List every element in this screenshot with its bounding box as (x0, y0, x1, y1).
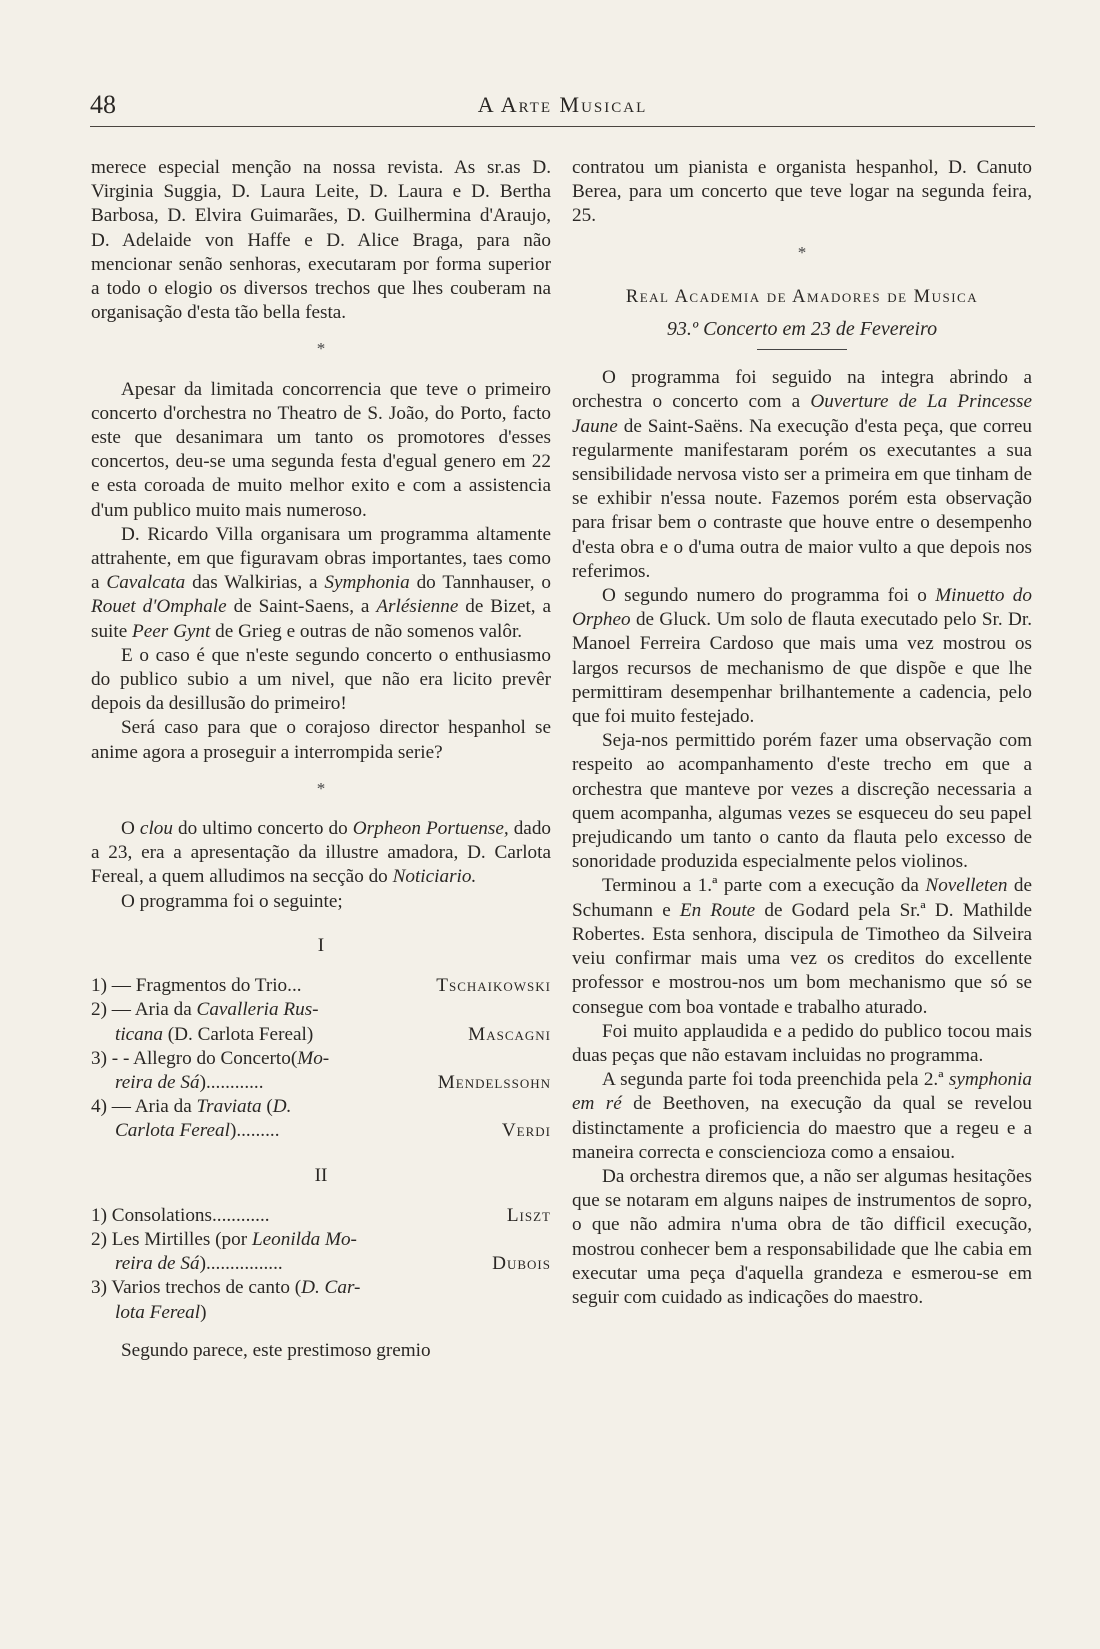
section-title: Real Academia de Amadores de Musica (625, 286, 979, 307)
paragraph: Seja-nos permittido porém fazer uma observação com respeito ao acompanhamento d'este trecho em que a orchestra que manteve por vezes a discreção necessaria a quem acompanha, algumas vezes se esqueceu do seu papel prejudicando um tanto o canto da flauta pelo excesso de sonoridade produzida especialmente pelos violinos. (572, 730, 1032, 873)
paragraph: merece especial menção na nossa revista. As sr.as D. Virginia Suggia, D. Laura Leite, D. Laura e D. Bertha Barbosa, D. Elvira Guimarães, D. Guilhermina d'Araujo, D. Adelaide von Haffe e D. Alice Braga, para não mencionar senão senhoras, executaram por forma superior a todo o elogio os diversos trechos que lhes couberam na organisação d'esta tão bella festa. (91, 157, 551, 324)
paragraph: Terminou a 1.ª parte com a execução da Novelleten de Schumann e En Route de Godard pela Sr.ª D. Mathilde Robertes. Esta senhora, discipula de Timotheo da Silveira veiu confirmar mais uma vez os creditos do excellente professor e mostrou-nos um bom mechanismo que só se consegue com boa vontade e trabalho aturado. (572, 875, 1032, 1018)
composer-name: Mascagni (468, 1023, 551, 1045)
program-item-continuation: ticana (D. Carlota Fereal) Mascagni (91, 1023, 551, 1047)
divider (757, 349, 847, 350)
paragraph: Será caso para que o corajoso director hespanhol se anime agora a proseguir a interrompida serie? (91, 717, 551, 763)
paragraph: O segundo numero do programma foi o Minuetto do Orpheo de Gluck. Um solo de flauta executado pelo Sr. Dr. Manoel Ferreira Cardoso que mais uma vez mostrou os largos recursos de mechanismo de que dispõe e que lhe permittiram desempenhar brilhantemente a cadencia, pelo que foi muito festejado. (572, 585, 1032, 728)
journal-title: A Arte Musical (477, 92, 648, 117)
program-part-heading: I (317, 934, 325, 956)
program-item: 4) — Aria da Traviata (D. (91, 1096, 292, 1118)
section-subtitle: 93.º Concerto em 23 de Fevereiro (666, 318, 938, 341)
paragraph: Apesar da limitada concorrencia que teve o primeiro concerto d'orchestra no Theatro de S. João, do Porto, facto este que desanimara um tanto os promotores d'esses concertos, deu-se uma segunda festa d'egual genero em 22 e esta coroada de muito melhor exito e com a assistencia d'um publico muito mais numeroso. (91, 378, 551, 521)
section-separator: * (797, 242, 807, 262)
composer-name: Liszt (506, 1204, 551, 1226)
composer-name: Verdi (501, 1120, 551, 1142)
paragraph: O programma foi seguido na integra abrindo a orchestra o concerto com a Ouverture de La Princesse Jaune de Saint-Saëns. Na execução d'esta peça, que correu regularmente manifestaram porém os executantes a sua sensibilidade nervosa visto ser a primeira em que tinham de se exhibir n'essa noute. Fazemos porém esta observação para frisar bem o contraste que houve entre o desempenho d'esta obra e o d'uma outra de maior vulto a que depois nos referimos. (572, 367, 1032, 582)
composer-name: Mendelssohn (437, 1071, 551, 1093)
program-item-continuation: reira de Sá)............ Mendelssohn (91, 1071, 551, 1095)
page-number: 48 (90, 90, 116, 119)
right-column (572, 156, 1032, 1310)
program-item: 1) Consolations............ Liszt (91, 1204, 551, 1228)
paragraph: A segunda parte foi toda preenchida pela 2.ª symphonia em ré de Beethoven, na execução da qual se revelou distinctamente a proficiencia do maestro que a regeu e a maneira correcta e consciencioza como a ensaiou. (572, 1069, 1032, 1163)
composer-name: Dubois (492, 1253, 551, 1275)
program-item-continuation: Carlota Fereal)......... Verdi (91, 1119, 551, 1143)
section-separator: * (316, 778, 326, 798)
paragraph: Foi muito applaudida e a pedido do publico tocou mais duas peças que não estavam incluidas no programma. (572, 1020, 1032, 1066)
program-item: 1) — Fragmentos do Trio... Tschaikowski (91, 974, 551, 998)
program-item-continuation: reira de Sá)................ Dubois (91, 1252, 551, 1276)
paragraph: O clou do ultimo concerto do Orpheon Portuense, dado a 23, era a apresentação da illustre amadora, D. Carlota Fereal, a quem alludimos na secção do Noticiario. (91, 818, 552, 888)
program-item-continuation: lota Fereal) (115, 1301, 207, 1323)
program-item: 3) Varios trechos de canto (D. Car- (91, 1277, 361, 1299)
section-separator: * (316, 339, 326, 359)
paragraph: O programma foi o seguinte; (121, 890, 343, 912)
left-column (91, 156, 551, 1363)
paragraph: Segundo parece, este prestimoso gremio (121, 1339, 431, 1361)
paragraph: E o caso é que n'este segundo concerto o enthusiasmo do publico subio a um nivel, que não era licito prevêr depois da desillusão do primeiro! (91, 644, 551, 715)
program-part-heading: II (314, 1164, 328, 1186)
paragraph: contratou um pianista e organista hespanhol, D. Canuto Berea, para um concerto que teve logar na segunda feira, 25. (572, 157, 1032, 227)
program-item: 2) Les Mirtilles (por Leonilda Mo- (91, 1228, 357, 1250)
program-item: 2) — Aria da Cavalleria Rus- (91, 999, 319, 1021)
paragraph: D. Ricardo Villa organisara um programma altamente attrahente, em que figuravam obras importantes, taes como a Cavalcata das Walkirias, a Symphonia do Tannhauser, o Rouet d'Omphale de Saint-Saens, a Arlésienne de Bizet, a suite Peer Gynt de Grieg e outras de não somenos valôr. (91, 523, 552, 642)
paragraph: Da orchestra diremos que, a não ser algumas hesitações que se notaram em alguns naipes de instrumentos de sopro, o que não admira n'uma obra de tão difficil execução, mostrou conhecer bem a responsabilidade que lhe cabia em executar uma peça d'aquella grandeza e esmerou-se em seguir com cuidado as indicações do maestro. (572, 1165, 1032, 1308)
composer-name: Tschaikowski (436, 975, 551, 997)
program-item: 3) - - Allegro do Concerto(Mo- (91, 1047, 330, 1069)
page-header (90, 86, 1035, 127)
